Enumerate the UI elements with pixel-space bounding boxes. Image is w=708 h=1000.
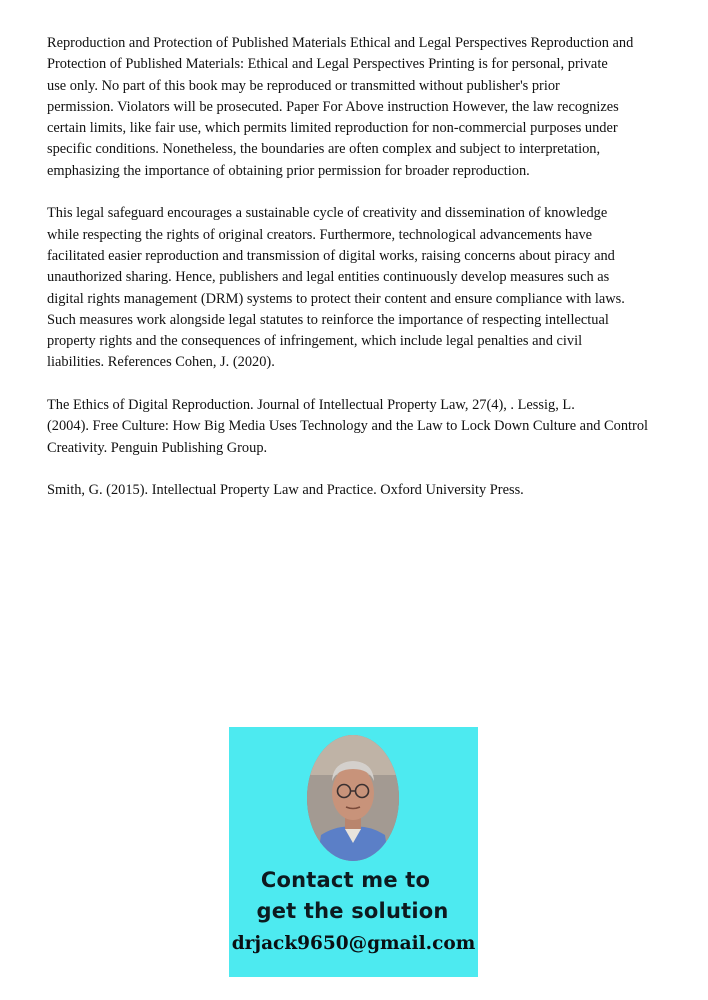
paragraph-1 (47, 33, 667, 182)
paragraph-4 (47, 480, 667, 501)
text-line: Smith, G. (2015). Intellectual Property Law and Practice. Oxford University Press. (47, 482, 524, 499)
text-line: while respecting the rights of original creators. Furthermore, technological advancements have (47, 226, 593, 243)
contact-heading-line-2: get the solution (256, 899, 449, 923)
paragraph-gap (47, 374, 667, 395)
text-line: The Ethics of Digital Reproduction. Journal of Intellectual Property Law, 27(4), . Lessig, L. (47, 397, 575, 414)
text-line: Protection of Published Materials: Ethical and Legal Perspectives Printing is for personal, private (47, 56, 608, 73)
text-line: permission. Violators will be prosecuted. Paper For Above instruction However, the law recognizes (47, 98, 619, 115)
contact-promo-banner (229, 727, 478, 977)
text-line: certain limits, like fair use, which permits limited reproduction for non-commercial purposes under (47, 120, 618, 137)
text-line: digital rights management (DRM) systems to protect their content and ensure compliance with laws. (47, 290, 625, 307)
paragraph-gap (47, 459, 667, 480)
text-line: (2004). Free Culture: How Big Media Uses Technology and the Law to Lock Down Culture and Control (47, 418, 649, 435)
text-line: use only. No part of this book may be reproduced or transmitted without publisher's prior (47, 77, 560, 94)
contact-heading-line-1: Contact me to (260, 868, 431, 892)
text-line: emphasizing the importance of obtaining prior permission for broader reproduction. (47, 162, 530, 179)
text-line: specific conditions. Nonetheless, the boundaries are often complex and subject to interpretation, (47, 141, 601, 158)
paragraph-3 (47, 395, 667, 459)
text-line: facilitated easier reproduction and transmission of digital works, raising concerns about piracy and (47, 247, 615, 264)
person-portrait-icon (307, 735, 399, 861)
text-line: Reproduction and Protection of Published Materials Ethical and Legal Perspectives Reproduction and (47, 35, 634, 51)
paragraph-2 (47, 203, 667, 373)
text-line: This legal safeguard encourages a sustainable cycle of creativity and dissemination of knowledge (47, 205, 608, 222)
text-line: unauthorized sharing. Hence, publishers and legal entities continuously develop measures such as (47, 269, 610, 286)
text-line: liabilities. References Cohen, J. (2020). (47, 354, 275, 371)
text-line: property rights and the consequences of infringement, which include legal penalties and civil (47, 333, 583, 350)
paragraph-gap (47, 182, 667, 203)
text-line: Creativity. Penguin Publishing Group. (47, 439, 268, 456)
text-line: Such measures work alongside legal statutes to reinforce the importance of respecting intellectual (47, 311, 609, 328)
document-body (47, 33, 667, 502)
contact-email: drjack9650@gmail.com (231, 933, 476, 954)
